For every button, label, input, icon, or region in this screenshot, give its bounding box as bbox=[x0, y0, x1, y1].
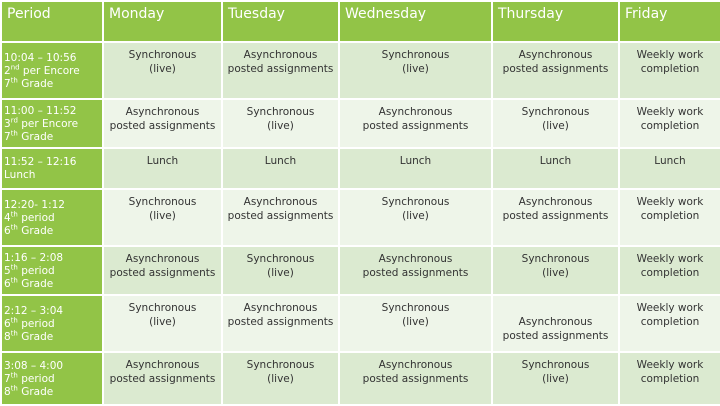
cell-text: Asynchronous posted assignments bbox=[362, 106, 469, 132]
period-line bbox=[4, 78, 102, 91]
ordinal-suffix: th bbox=[10, 129, 18, 137]
schedule-cell bbox=[103, 148, 222, 189]
cell-text: Weekly work completion bbox=[636, 196, 704, 222]
period-line bbox=[4, 156, 102, 169]
cell-text: Synchronous (live) bbox=[521, 253, 590, 279]
cell-text: Asynchronous posted assignments bbox=[502, 49, 609, 75]
period-line bbox=[4, 212, 102, 225]
cell-text: Asynchronous posted assignments bbox=[362, 253, 469, 279]
period-text: 1:16 – 2:08 bbox=[4, 251, 64, 264]
schedule-row bbox=[1, 352, 720, 405]
schedule-cell bbox=[103, 352, 222, 405]
period-text: 10:04 – 10:56 bbox=[4, 51, 77, 64]
period-text: period bbox=[17, 317, 55, 330]
period-cell bbox=[1, 295, 103, 352]
schedule-cell bbox=[339, 99, 492, 148]
schedule-cell bbox=[619, 295, 720, 352]
period-line bbox=[4, 318, 102, 331]
period-text: 6 bbox=[4, 277, 11, 290]
cell-text: Lunch bbox=[146, 155, 179, 167]
schedule-cell bbox=[103, 189, 222, 246]
header-period: Period bbox=[1, 1, 103, 42]
header-friday: Friday bbox=[619, 1, 720, 42]
ordinal-suffix: th bbox=[10, 384, 18, 392]
period-text: period bbox=[17, 372, 55, 385]
cell-text: Asynchronous posted assignments bbox=[109, 253, 216, 279]
period-line bbox=[4, 65, 102, 78]
schedule-row bbox=[1, 148, 720, 189]
schedule-cell bbox=[619, 42, 720, 99]
period-text: Grade bbox=[17, 224, 54, 237]
schedule-cell bbox=[339, 42, 492, 99]
cell-text: Asynchronous posted assignments bbox=[502, 316, 609, 342]
period-text: 2:12 – 3:04 bbox=[4, 304, 64, 317]
cell-text: Lunch bbox=[399, 155, 432, 167]
period-text: Grade bbox=[17, 385, 54, 398]
schedule-cell bbox=[492, 99, 619, 148]
schedule-cell bbox=[222, 42, 339, 99]
cell-text: Lunch bbox=[654, 155, 686, 167]
period-line bbox=[4, 265, 102, 278]
cell-text: Asynchronous posted assignments bbox=[227, 196, 334, 222]
schedule-cell bbox=[222, 295, 339, 352]
period-text: 7 bbox=[4, 372, 11, 385]
period-text: per Encore bbox=[17, 117, 79, 130]
cell-text: Synchronous (live) bbox=[246, 253, 315, 279]
period-text: Grade bbox=[17, 77, 54, 90]
ordinal-suffix: th bbox=[10, 210, 18, 218]
period-line bbox=[4, 118, 102, 131]
cell-text: Weekly work completion bbox=[636, 49, 704, 75]
cell-text: Synchronous (live) bbox=[521, 106, 590, 132]
period-text: period bbox=[17, 264, 55, 277]
schedule-cell bbox=[339, 148, 492, 189]
schedule-cell bbox=[619, 148, 720, 189]
ordinal-suffix: th bbox=[10, 329, 18, 337]
schedule-cell bbox=[339, 352, 492, 405]
ordinal-suffix: th bbox=[10, 76, 18, 84]
period-text: 5 bbox=[4, 264, 11, 277]
ordinal-suffix: th bbox=[10, 371, 18, 379]
schedule-cell bbox=[619, 189, 720, 246]
cell-text: Synchronous (live) bbox=[128, 196, 197, 222]
schedule-row bbox=[1, 99, 720, 148]
cell-text: Synchronous (live) bbox=[381, 49, 450, 75]
schedule-row bbox=[1, 42, 720, 99]
ordinal-suffix: nd bbox=[10, 63, 20, 71]
period-text: 3:08 – 4:00 bbox=[4, 359, 64, 372]
header-tuesday: Tuesday bbox=[222, 1, 339, 42]
cell-text: Lunch bbox=[539, 155, 572, 167]
schedule-cell bbox=[222, 99, 339, 148]
cell-text: Synchronous (live) bbox=[381, 302, 450, 328]
cell-text: Weekly work completion bbox=[636, 253, 704, 279]
schedule-cell bbox=[492, 352, 619, 405]
header-row bbox=[1, 1, 720, 42]
period-line bbox=[4, 360, 102, 373]
period-text: per Encore bbox=[19, 64, 80, 77]
period-text: 12:20- 1:12 bbox=[4, 198, 65, 211]
cell-text: Asynchronous posted assignments bbox=[109, 106, 216, 132]
cell-text: Synchronous (live) bbox=[128, 302, 197, 328]
schedule-row bbox=[1, 246, 720, 295]
period-line bbox=[4, 169, 102, 182]
schedule-cell bbox=[222, 148, 339, 189]
period-text: 6 bbox=[4, 317, 11, 330]
schedule-cell bbox=[103, 246, 222, 295]
period-text: Grade bbox=[17, 277, 54, 290]
cell-text: Weekly work completion bbox=[636, 359, 704, 385]
cell-text: Synchronous (live) bbox=[246, 106, 315, 132]
schedule-cell bbox=[222, 246, 339, 295]
period-line bbox=[4, 225, 102, 238]
schedule-cell bbox=[492, 246, 619, 295]
ordinal-suffix: th bbox=[10, 223, 18, 231]
schedule-cell bbox=[103, 295, 222, 352]
schedule-cell bbox=[619, 246, 720, 295]
cell-text: Synchronous (live) bbox=[521, 359, 590, 385]
period-text: period bbox=[17, 211, 55, 224]
schedule-cell bbox=[339, 189, 492, 246]
period-text: 8 bbox=[4, 330, 11, 343]
schedule-cell bbox=[339, 246, 492, 295]
schedule-row bbox=[1, 295, 720, 352]
header-thursday: Thursday bbox=[492, 1, 619, 42]
period-line bbox=[4, 386, 102, 399]
period-line bbox=[4, 331, 102, 344]
period-text: 11:52 – 12:16 bbox=[4, 156, 77, 168]
period-line bbox=[4, 131, 102, 144]
header-wednesday: Wednesday bbox=[339, 1, 492, 42]
period-cell bbox=[1, 352, 103, 405]
period-text: 6 bbox=[4, 224, 11, 237]
schedule-cell bbox=[222, 352, 339, 405]
period-line bbox=[4, 305, 102, 318]
ordinal-suffix: th bbox=[10, 316, 18, 324]
period-text: 7 bbox=[4, 130, 11, 143]
period-text: Lunch bbox=[4, 169, 36, 181]
schedule-cell bbox=[339, 295, 492, 352]
period-text: 7 bbox=[4, 77, 11, 90]
cell-text: Weekly work completion bbox=[636, 302, 704, 328]
ordinal-suffix: th bbox=[10, 263, 18, 271]
schedule-cell bbox=[103, 42, 222, 99]
schedule-cell bbox=[103, 99, 222, 148]
schedule-cell bbox=[222, 189, 339, 246]
schedule-cell bbox=[492, 189, 619, 246]
cell-text: Asynchronous posted assignments bbox=[227, 49, 334, 75]
cell-text: Lunch bbox=[264, 155, 297, 167]
schedule-row bbox=[1, 189, 720, 246]
period-cell bbox=[1, 246, 103, 295]
period-text: 3 bbox=[4, 117, 11, 130]
header-monday: Monday bbox=[103, 1, 222, 42]
period-text: 4 bbox=[4, 211, 11, 224]
cell-text: Weekly work completion bbox=[636, 106, 704, 132]
schedule-cell bbox=[492, 295, 619, 352]
period-text: Grade bbox=[17, 130, 54, 143]
cell-text: Asynchronous posted assignments bbox=[362, 359, 469, 385]
ordinal-suffix: rd bbox=[10, 116, 18, 124]
ordinal-suffix: th bbox=[10, 276, 18, 284]
period-text: 8 bbox=[4, 385, 11, 398]
cell-text: Synchronous (live) bbox=[381, 196, 450, 222]
period-cell bbox=[1, 42, 103, 99]
cell-text: Asynchronous posted assignments bbox=[227, 302, 334, 328]
period-text: Grade bbox=[17, 330, 54, 343]
cell-text: Asynchronous posted assignments bbox=[502, 196, 609, 222]
period-line bbox=[4, 278, 102, 291]
schedule-cell bbox=[619, 352, 720, 405]
schedule-cell bbox=[492, 148, 619, 189]
period-line bbox=[4, 252, 102, 265]
period-line bbox=[4, 105, 102, 118]
period-text: 11:00 – 11:52 bbox=[4, 104, 77, 117]
cell-text: Asynchronous posted assignments bbox=[109, 359, 216, 385]
period-cell bbox=[1, 99, 103, 148]
period-text: 2 bbox=[4, 64, 11, 77]
cell-text: Synchronous (live) bbox=[246, 359, 315, 385]
period-line bbox=[4, 199, 102, 212]
period-cell bbox=[1, 189, 103, 246]
schedule-cell bbox=[492, 42, 619, 99]
period-cell bbox=[1, 148, 103, 189]
schedule-cell bbox=[619, 99, 720, 148]
period-line bbox=[4, 373, 102, 386]
cell-text: Synchronous (live) bbox=[128, 49, 197, 75]
